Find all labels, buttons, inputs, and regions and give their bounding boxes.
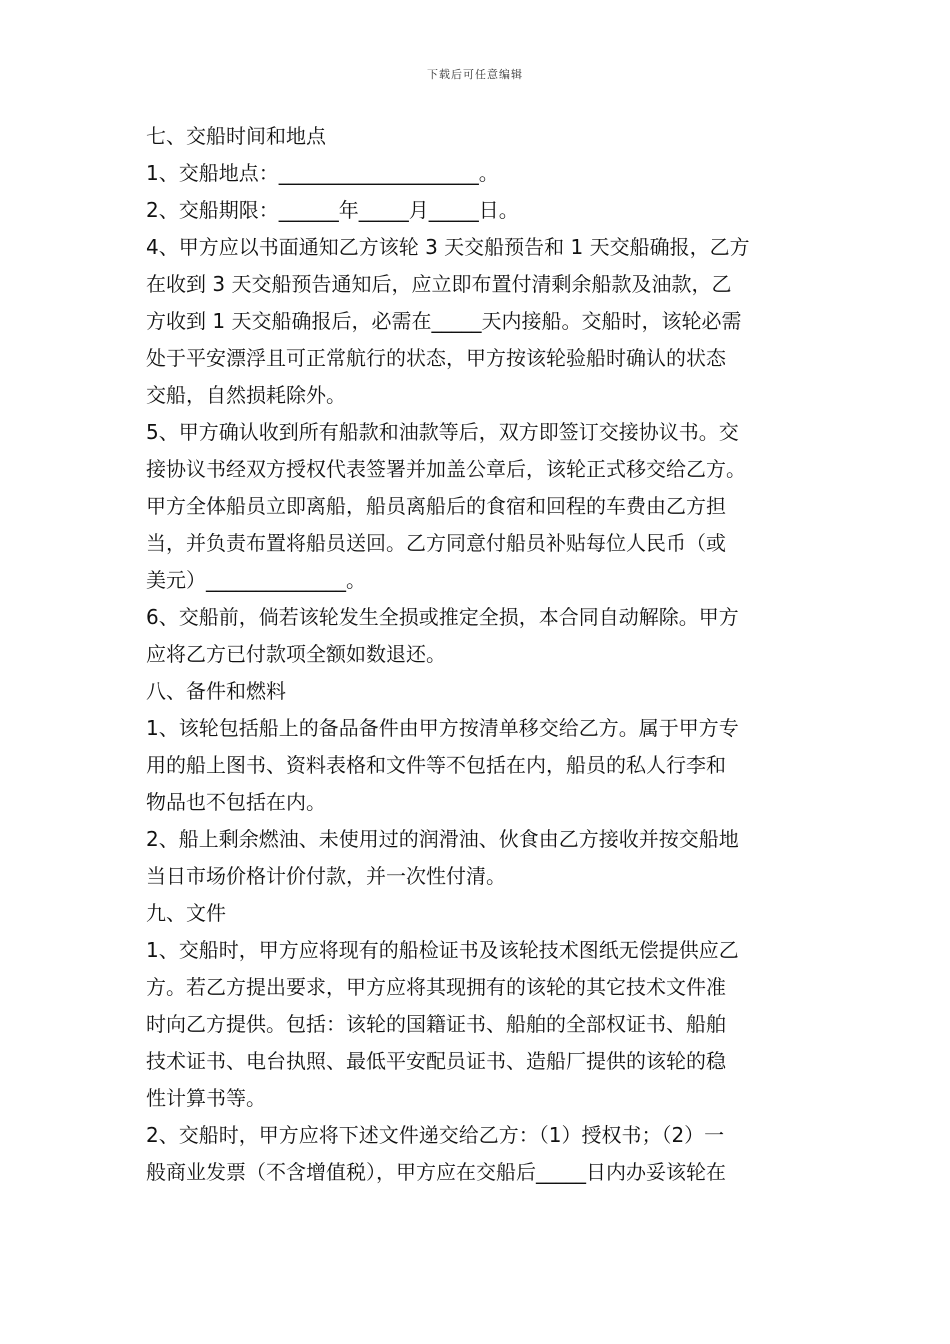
paragraph-line: 2、交船时，甲方应将下述文件递交给乙方：（1）授权书；（2）一 [146,1123,725,1147]
paragraph-line: 2、船上剩余燃油、未使用过的润滑油、伙食由乙方接收并按交船地 [146,827,739,851]
paragraph-line: 处于平安漂浮且可正常航行的状态，甲方按该轮验船时确认的状态 [146,346,726,370]
section-heading: 九、文件 [146,901,226,925]
section-heading: 八、备件和燃料 [146,679,286,703]
paragraph-line: 1、该轮包括船上的备品备件由甲方按清单移交给乙方。属于甲方专 [146,716,739,740]
paragraph-line: 交船，自然损耗除外。 [146,383,346,407]
paragraph-line: 性计算书等。 [146,1086,266,1110]
paragraph-line: 应将乙方已付款项全额如数退还。 [146,642,446,666]
paragraph-line: 方。若乙方提出要求，甲方应将其现拥有的该轮的其它技术文件准 [146,975,726,999]
paragraph-line: 美元）______________。 [146,568,366,592]
paragraph-line: 1、交船地点：____________________。 [146,161,499,185]
paragraph-line: 物品也不包括在内。 [146,790,326,814]
paragraph-line: 在收到 3 天交船预告通知后，应立即布置付清剩余船款及油款，乙 [146,272,732,296]
paragraph-line: 方收到 1 天交船确报后，必需在_____天内接船。交船时，该轮必需 [146,309,742,333]
document-body [146,118,814,1191]
paragraph-line: 6、交船前，倘若该轮发生全损或推定全损，本合同自动解除。甲方 [146,605,739,629]
paragraph-line: 接协议书经双方授权代表签署并加盖公章后，该轮正式移交给乙方。 [146,457,746,481]
paragraph-line: 般商业发票（不含增值税），甲方应在交船后_____日内办妥该轮在 [146,1160,726,1184]
page-header: 下载后可任意编辑 [427,68,523,81]
paragraph-line: 当，并负责布置将船员送回。乙方同意付船员补贴每位人民币（或 [146,531,726,555]
paragraph-line: 技术证书、电台执照、最低平安配员证书、造船厂提供的该轮的稳 [146,1049,726,1073]
paragraph-line: 用的船上图书、资料表格和文件等不包括在内，船员的私人行李和 [146,753,726,777]
paragraph-line: 甲方全体船员立即离船，船员离船后的食宿和回程的车费由乙方担 [146,494,726,518]
section-heading: 七、交船时间和地点 [146,124,326,148]
paragraph-line: 2、交船期限：______年_____月_____日。 [146,198,519,222]
paragraph-line: 时向乙方提供。包括：该轮的国籍证书、船舶的全部权证书、船舶 [146,1012,726,1036]
paragraph-line: 4、甲方应以书面通知乙方该轮 3 天交船预告和 1 天交船确报，乙方 [146,235,750,259]
paragraph-line: 当日市场价格计价付款，并一次性付清。 [146,864,506,888]
paragraph-line: 1、交船时，甲方应将现有的船检证书及该轮技术图纸无偿提供应乙 [146,938,739,962]
paragraph-line: 5、甲方确认收到所有船款和油款等后，双方即签订交接协议书。交 [146,420,739,444]
